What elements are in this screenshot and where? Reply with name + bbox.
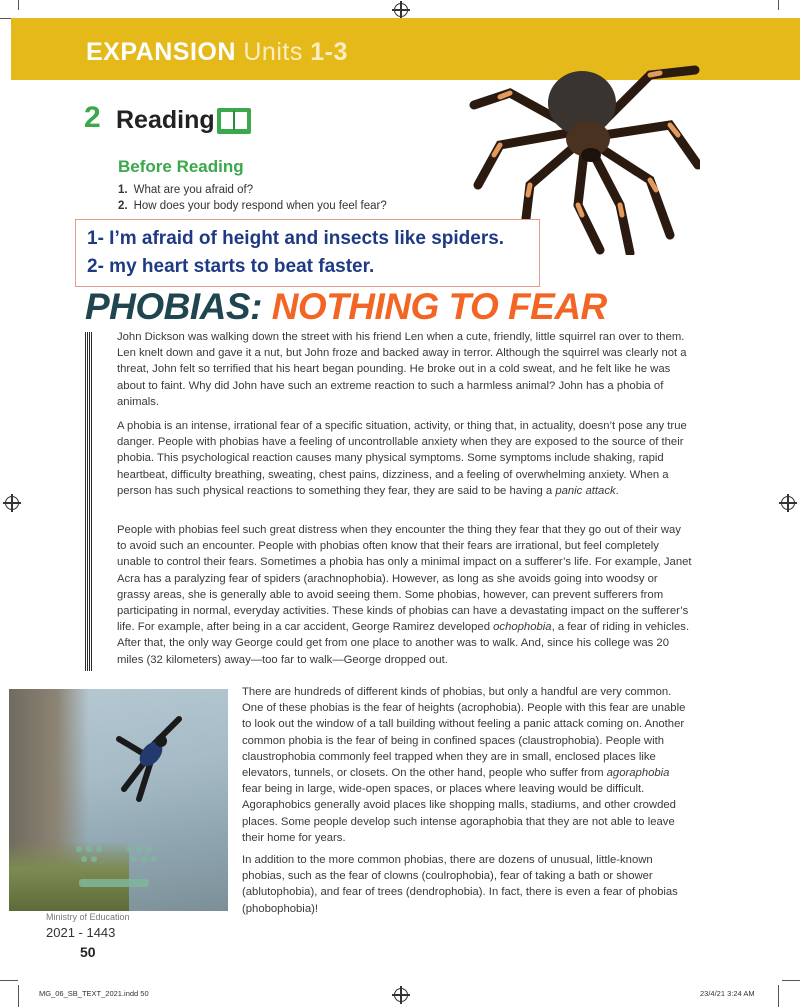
footer-timestamp: 23/4/21 3:24 AM [700,989,755,998]
cliff-jump-photo [9,689,228,911]
header-expansion: EXPANSION [86,38,236,66]
section-title: Reading [116,106,215,134]
header-title [86,38,348,67]
crop-mark [18,0,19,10]
paragraph-4 [242,684,692,846]
paragraph-text: People with phobias feel such great distress when they encounter the thing they fear that they go out of their way to avoid such an encounter. People with phobias often know that their fears are irrational, but feel completely unable to control their fears. Sometimes a phobia has only a minimal impact on a sufferer’s life. For example, Janet Acra has a paralyzing fear of spiders (arachnophobia). However, as long as she avoids going into woodsy or grassy areas, she is generally able to avoid seeing them. Some phobias, however, can prevent sufferers from participating in normal, everyday activities. These kinds of phobias can have a devastating impact on the sufferer’s life. For example, after being in a car accident, George Ramirez developed [117,524,692,634]
crop-mark [0,980,18,981]
crop-mark [782,980,800,981]
question-text: What are you afraid of? [133,184,254,196]
answer-1: 1- I’m afraid of height and insects like spiders. [87,228,505,249]
paragraph-text: fear being in large, wide-open spaces, or places where leaving would be difficult. Agoraphobics generally avoid places like shopping malls, stadiums, and other crowded places. Some people develop such intense agoraphobia that they are not able to leave their home for years. [242,783,676,844]
registration-mark-icon [394,3,408,17]
term-agoraphobia: agoraphobia [606,767,670,780]
paragraph-5: In addition to the more common phobias, there are dozens of unusual, little-known phobias, such as the fear of clowns (coulrophobia), fear of taking a bath or shower (ablutophobia), and fear of trees (dendrophobia). In fact, there is even a fear of phobias (phobophobia)! [242,854,678,915]
crop-mark [18,985,19,1007]
answer-box [75,219,540,287]
paragraph-2 [117,418,692,499]
paragraph-text: , a fear of riding in vehicles. After that, the only way George could get from one place to another was to walk. And, since his college was 20 miles (32 kilometers) away—too far to walk—George dropped out. [117,621,690,666]
header-range: 1-3 [310,38,348,66]
article-title [85,286,607,328]
article-title-part1: PHOBIAS: [85,286,262,327]
registration-mark-icon [394,988,408,1002]
paragraph-3 [117,522,692,668]
book-icon [216,107,252,135]
paragraph-text: There are hundreds of different kinds of phobias, but only a handful are very common. One of these phobias is the fear of heights (acrophobia). People with this fear are unable to look out the window of a tall building without feeling a panic attack coming on. Another common phobia is the fear of being in confined spaces (claustrophobia). People with claustrophobia commonly feel trapped when they are in small, enclosed places like elevators, tunnels, or closets. On the other hand, people who suffer from [242,686,686,780]
jumper-figure [89,709,209,809]
paragraph-text: A phobia is an intense, irrational fear of a specific situation, activity, or thing that, in actuality, doesn’t pose any true danger. People with phobias have a feeling of uncontrollable anxiety when they are exposed to the source of their phobia. This psychological reaction causes many physical symptoms. Some symptoms include shaking, rapid heartbeat, difficulty breathing, sweating, chest pains, dizziness, and a feeling of overwhelming anxiety. When a person has such physical reactions to something they fear, they are said to be having a [117,420,687,497]
term-ochophobia: ochophobia [493,621,552,634]
before-reading-title: Before Reading [118,157,244,176]
crop-mark [778,985,779,1007]
article-title-part2: NOTHING TO FEAR [271,286,607,327]
question-text: How does your body respond when you feel fear? [133,200,387,212]
registration-mark-icon [5,496,19,510]
decorative-bar [85,332,93,671]
footer-file: MG_06_SB_TEXT_2021.indd 50 [39,989,149,998]
ministry-logo [69,839,169,899]
section-number: 2 [84,101,101,134]
question-item [118,200,387,212]
year-label: 2021 - 1443 [46,925,116,940]
paragraph-1: John Dickson was walking down the street with his friend Len when a cute, friendly, little squirrel ran over to them. Len knelt down and gave it a nut, but John froze and backed away in terror. Although the squirrel was clearly not a threat, John felt so terrified that his heart began pounding. He broke out in a cold sweat, and he felt like he was about to faint. Why did John have such an extreme reaction to such a harmless animal? John has a phobia of animals. [117,331,687,408]
question-number: 1. [118,184,128,196]
answer-2: 2- my heart starts to beat faster. [87,256,375,277]
question-item [118,184,253,196]
page-number: 50 [80,944,96,960]
paragraph-text: . [615,484,619,497]
question-number: 2. [118,200,128,212]
crop-mark [778,0,779,10]
header-units: Units [243,38,303,66]
registration-mark-icon [781,496,795,510]
ministry-label: Ministry of Education [46,912,130,922]
term-panic-attack: panic attack [555,484,616,497]
